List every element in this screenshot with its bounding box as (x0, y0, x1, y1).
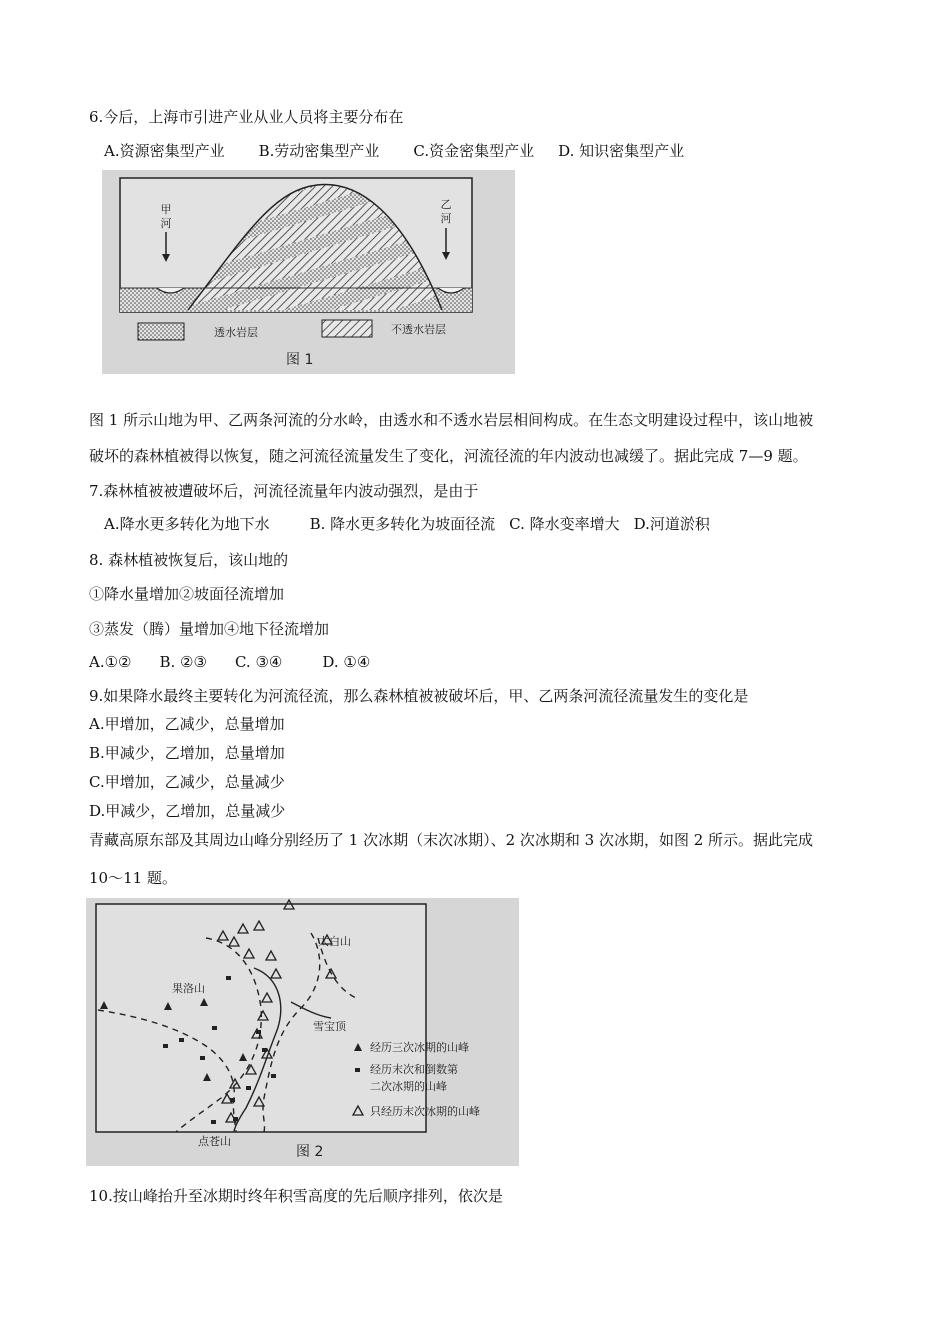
q7-option-a: A.降水更多转化为地下水 (104, 515, 270, 533)
river-jia-label-1: 甲 (160, 203, 172, 216)
label-xuebao-ding: 雪宝顶 (313, 1020, 346, 1033)
q7-option-d: D.河道淤积 (633, 515, 710, 533)
q8-statements-1: ①降水量增加②坡面径流增加 (89, 585, 285, 603)
river-jia-label-2: 河 (160, 217, 172, 230)
q9-option-d: D.甲减少，乙增加，总量减少 (89, 802, 286, 820)
intro-10-11-line2: 10～11 题。 (89, 869, 177, 887)
q9-stem: 9.如果降水最终主要转化为河流径流，那么森林植被被破坏后，甲、乙两条河流径流量发生的变化是 (89, 687, 749, 705)
q6-option-a: A.资源密集型产业 (104, 142, 225, 160)
q8-option-c: C. ③④ (234, 653, 283, 671)
q8-statements-2: ③蒸发（腾）量增加④地下径流增加 (89, 620, 330, 638)
intro-10-11-line1: 青藏高原东部及其周边山峰分别经历了 1 次冰期（末次冰期）、2 次冰期和 3 次冰期，如图 2 所示。据此完成 (89, 831, 814, 849)
figure-1-caption: 图 1 (286, 352, 314, 368)
label-guoluo-shan: 果洛山 (172, 982, 205, 995)
intro-7-9-line1: 图 1 所示山地为甲、乙两条河流的分水岭，由透水和不透水岩层相间构成。在生态文明建设过程中，该山地被 (89, 411, 814, 429)
q6-stem: 6.今后，上海市引进产业从业人员将主要分布在 (89, 108, 404, 126)
figure-2-frame (96, 904, 426, 1132)
legend-two-label-1: 经历末次和倒数第 (370, 1063, 458, 1076)
q8-option-a: A.①② (89, 653, 132, 671)
q6-option-b: B.劳动密集型产业 (258, 142, 380, 160)
q6-option-c: C.资金密集型产业 (413, 142, 535, 160)
figure-2 (86, 898, 519, 1166)
label-taibai-shan: 太白山 (318, 935, 351, 948)
river-yi-label-2: 河 (440, 212, 452, 225)
q7-option-c: C. 降水变率增大 (509, 515, 620, 533)
legend-permeable-label: 透水岩层 (214, 326, 258, 339)
q6-option-d: D. 知识密集型产业 (558, 142, 685, 160)
intro-7-9-line2: 破坏的森林植被得以恢复，随之河流径流量发生了变化，河流径流的年内波动也减缓了。据此完成 7—9 题。 (89, 447, 808, 465)
q8-stem: 8. 森林植被恢复后，该山地的 (89, 551, 289, 569)
q9-option-a: A.甲增加，乙减少，总量增加 (89, 715, 285, 733)
figure-1 (102, 170, 515, 374)
figure-2-caption: 图 2 (296, 1144, 324, 1160)
figure-2-drawing (86, 898, 519, 1166)
q6-options (104, 141, 718, 161)
legend-impermeable-label: 不透水岩层 (391, 323, 446, 336)
q8-options (89, 652, 404, 672)
legend-two-label-2: 二次冰期的山峰 (370, 1080, 447, 1093)
river-yi-label-1: 乙 (440, 198, 452, 211)
legend-two-icon (355, 1068, 360, 1072)
q8-option-b: B. ②③ (159, 653, 207, 671)
q7-options (104, 514, 744, 534)
q9-option-b: B.甲减少，乙增加，总量增加 (89, 744, 285, 762)
legend-permeable-swatch (138, 323, 184, 340)
q7-option-b: B. 降水更多转化为坡面径流 (309, 515, 496, 533)
figure-1-drawing (102, 170, 515, 374)
legend-three-label: 经历三次冰期的山峰 (370, 1041, 469, 1054)
legend-impermeable-swatch (322, 320, 372, 337)
label-diancang-shan: 点苍山 (198, 1135, 231, 1148)
q9-option-c: C.甲增加，乙减少，总量减少 (89, 773, 285, 791)
q7-stem: 7.森林植被被遭破坏后，河流径流量年内波动强烈，是由于 (89, 482, 479, 500)
legend-one-label: 只经历末次冰期的山峰 (370, 1105, 480, 1118)
q10-stem: 10.按山峰抬升至冰期时终年积雪高度的先后顺序排列，依次是 (89, 1187, 503, 1205)
q8-option-d: D. ①④ (322, 653, 371, 671)
